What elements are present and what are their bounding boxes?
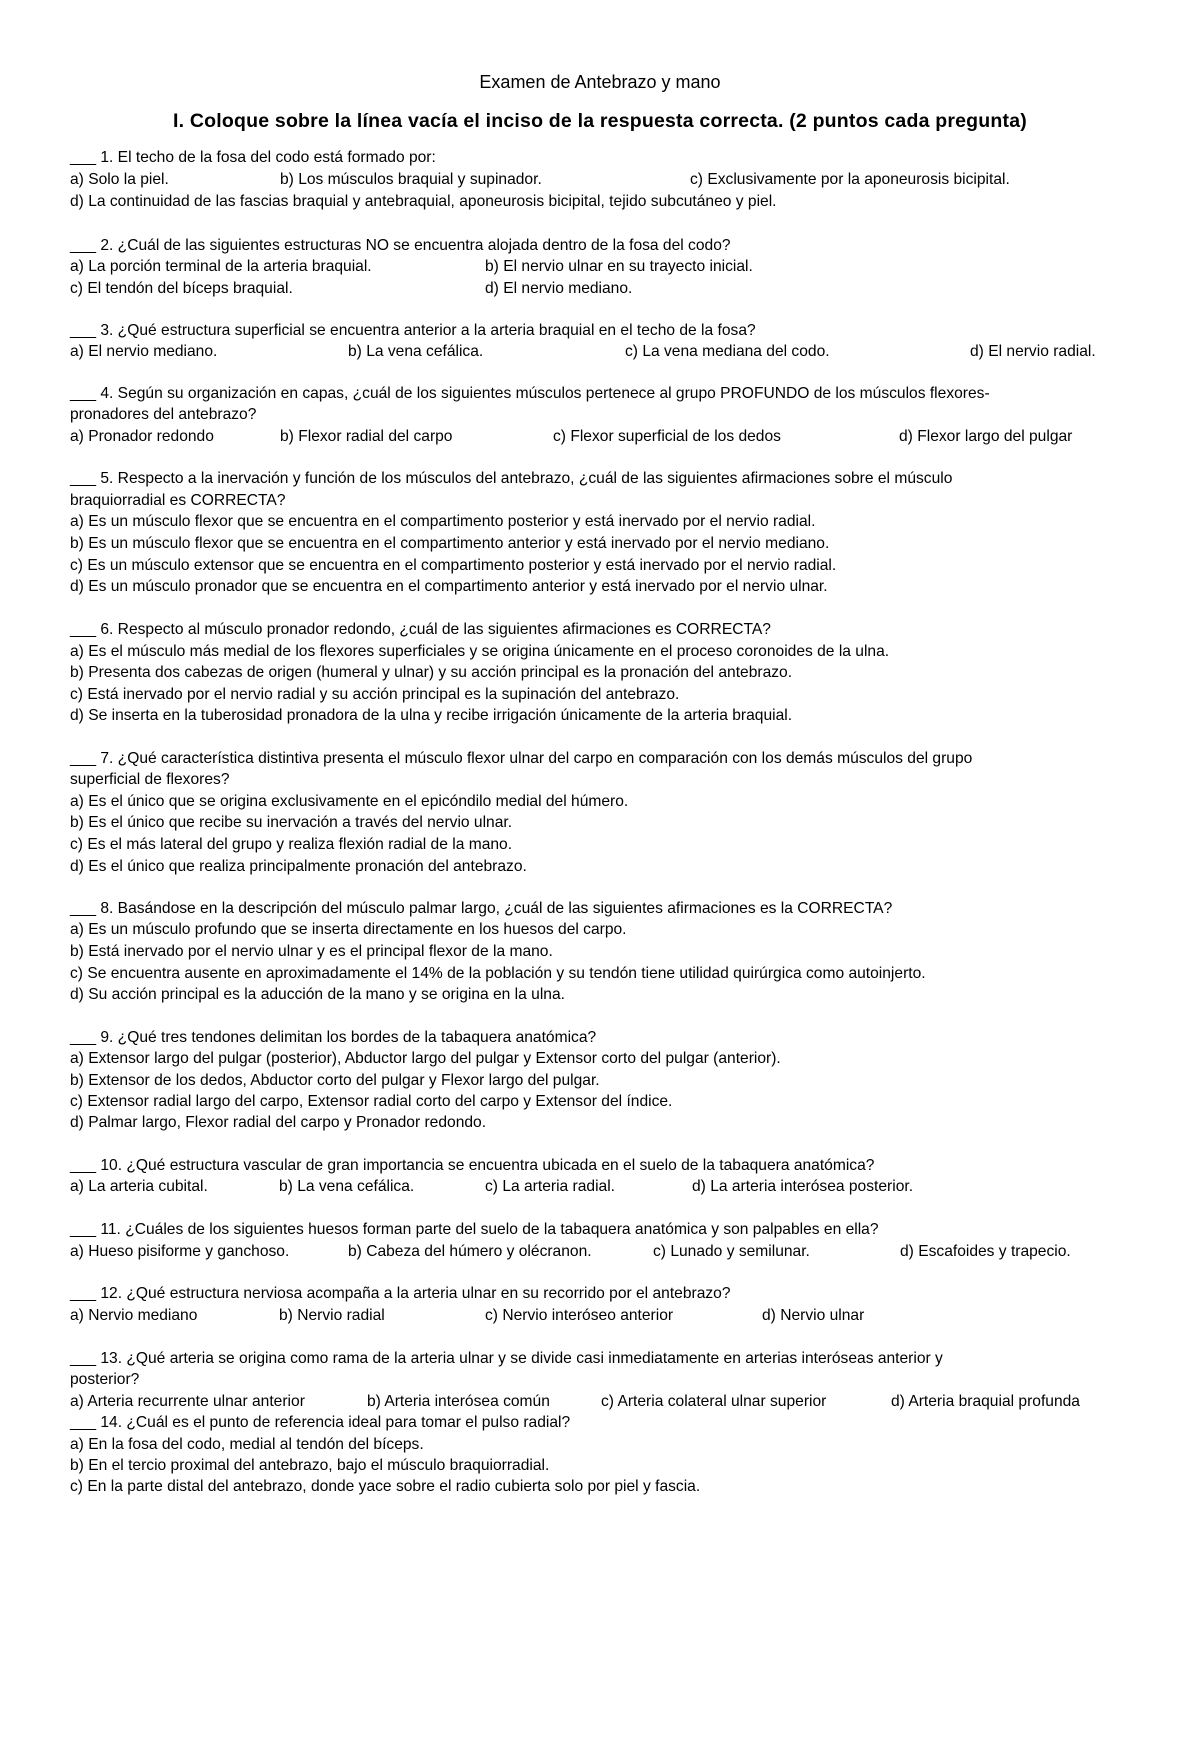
question-13-stem: ___ 13. ¿Qué arteria se origina como rama de la arteria ulnar y se divide casi inmediatamente en arterias interóseas anterior y [70, 1350, 943, 1367]
question-1-stem: ___ 1. El techo de la fosa del codo está formado por: [70, 149, 436, 166]
question-4-option-b: b) Flexor radial del carpo [280, 428, 453, 445]
question-9-option-c: c) Extensor radial largo del carpo, Extensor radial corto del carpo y Extensor del índice. [70, 1093, 673, 1110]
question-8-option-d: d) Su acción principal es la aducción de la mano y se origina en la ulna. [70, 986, 565, 1003]
question-5-option-row [0, 534, 1200, 556]
question-11-option-row [0, 1242, 1200, 1264]
question-12-stem: ___ 12. ¿Qué estructura nerviosa acompaña a la arteria ulnar en su recorrido por el antebrazo? [70, 1285, 731, 1302]
question-14-option-row [0, 1456, 1200, 1478]
question-5-option-b: b) Es un músculo flexor que se encuentra en el compartimento anterior y está inervado por el nervio mediano. [70, 535, 830, 552]
question-9-option-b: b) Extensor de los dedos, Abductor corto del pulgar y Flexor largo del pulgar. [70, 1072, 600, 1089]
question-6-option-a: a) Es el músculo más medial de los flexores superficiales y se origina únicamente en el proceso coronoides de la ulna. [70, 643, 890, 660]
question-14-option-a: a) En la fosa del codo, medial al tendón del bíceps. [70, 1436, 424, 1453]
question-14-option-row [0, 1477, 1200, 1499]
question-11-option-b: b) Cabeza del húmero y olécranon. [348, 1243, 592, 1260]
question-6-option-b: b) Presenta dos cabezas de origen (humeral y ulnar) y su acción principal es la pronación del antebrazo. [70, 664, 793, 681]
question-12-option-d: d) Nervio ulnar [762, 1307, 865, 1324]
question-7-option-row [0, 857, 1200, 879]
question-5-option-row [0, 512, 1200, 534]
question-10-option-c: c) La arteria radial. [485, 1178, 616, 1195]
question-3-option-d: d) El nervio radial. [970, 343, 1096, 360]
question-6-option-row [0, 642, 1200, 664]
question-3-stem: ___ 3. ¿Qué estructura superficial se encuentra anterior a la arteria braquial en el techo de la fosa? [70, 322, 756, 339]
question-8-option-c: c) Se encuentra ausente en aproximadamente el 14% de la población y su tendón tiene utilidad quirúrgica como autoinjerto. [70, 965, 926, 982]
question-13-option-b: b) Arteria interósea común [367, 1393, 550, 1410]
question-12-option-b: b) Nervio radial [279, 1307, 385, 1324]
question-10-stem: ___ 10. ¿Qué estructura vascular de gran importancia se encuentra ubicada en el suelo de la tabaquera anatómica? [70, 1157, 875, 1174]
question-5-option-row [0, 577, 1200, 599]
question-13-stem-line-2: posterior? [70, 1371, 140, 1388]
question-10-option-d: d) La arteria interósea posterior. [692, 1178, 914, 1195]
question-2-option-d: d) El nervio mediano. [485, 280, 633, 297]
question-10-option-b: b) La vena cefálica. [279, 1178, 415, 1195]
question-10-option-row [0, 1177, 1200, 1199]
question-8-option-b: b) Está inervado por el nervio ulnar y es el principal flexor de la mano. [70, 943, 553, 960]
question-2-option-row [0, 279, 1200, 301]
instructions-heading: I. Coloque sobre la línea vacía el inciso de la respuesta correcta. (2 puntos cada pregunta) [173, 110, 1027, 132]
question-7-option-row [0, 813, 1200, 835]
question-5-option-row [0, 556, 1200, 578]
question-8-option-row [0, 964, 1200, 986]
question-2-option-b: b) El nervio ulnar en su trayecto inicial. [485, 258, 753, 275]
question-6-option-c: c) Está inervado por el nervio radial y su acción principal es la supinación del antebrazo. [70, 686, 680, 703]
question-4-stem: ___ 4. Según su organización en capas, ¿cuál de los siguientes músculos pertenece al grupo PROFUNDO de los músculos flexores- [70, 385, 990, 402]
question-13-option-c: c) Arteria colateral ulnar superior [601, 1393, 827, 1410]
question-2-option-c: c) El tendón del bíceps braquial. [70, 280, 293, 297]
question-10-option-a: a) La arteria cubital. [70, 1178, 208, 1195]
question-8-stem: ___ 8. Basándose en la descripción del músculo palmar largo, ¿cuál de las siguientes afirmaciones es la CORRECTA? [70, 900, 893, 917]
question-9-option-d: d) Palmar largo, Flexor radial del carpo y Pronador redondo. [70, 1114, 487, 1131]
question-12-option-row [0, 1306, 1200, 1328]
question-1-option-a: a) Solo la piel. [70, 171, 169, 188]
question-1-option-row [0, 192, 1200, 214]
question-4-option-c: c) Flexor superficial de los dedos [553, 428, 781, 445]
question-6-option-row [0, 663, 1200, 685]
question-3-option-row [0, 342, 1200, 364]
question-7-option-c: c) Es el más lateral del grupo y realiza flexión radial de la mano. [70, 836, 513, 853]
question-5-stem-line-2: braquiorradial es CORRECTA? [70, 492, 286, 509]
question-7-option-row [0, 792, 1200, 814]
question-6-option-row [0, 706, 1200, 728]
question-6-stem: ___ 6. Respecto al músculo pronador redondo, ¿cuál de las siguientes afirmaciones es CORRECTA? [70, 621, 771, 638]
question-8-option-row [0, 920, 1200, 942]
question-7-option-a: a) Es el único que se origina exclusivamente en el epicóndilo medial del húmero. [70, 793, 629, 810]
question-4-option-a: a) Pronador redondo [70, 428, 214, 445]
question-5-option-a: a) Es un músculo flexor que se encuentra en el compartimento posterior y está inervado por el nervio radial. [70, 513, 816, 530]
question-9-option-row [0, 1071, 1200, 1093]
question-11-option-a: a) Hueso pisiforme y ganchoso. [70, 1243, 290, 1260]
question-3-option-b: b) La vena cefálica. [348, 343, 484, 360]
question-9-option-a: a) Extensor largo del pulgar (posterior), Abductor largo del pulgar y Extensor corto del pulgar (anterior). [70, 1050, 781, 1067]
question-7-stem: ___ 7. ¿Qué característica distintiva presenta el músculo flexor ulnar del carpo en comparación con los demás músculos del grupo [70, 750, 973, 767]
question-13-option-d: d) Arteria braquial profunda [891, 1393, 1080, 1410]
question-4-stem-line-2: pronadores del antebrazo? [70, 406, 257, 423]
question-13-option-a: a) Arteria recurrente ulnar anterior [70, 1393, 305, 1410]
question-5-option-d: d) Es un músculo pronador que se encuentra en el compartimento anterior y está inervado por el nervio ulnar. [70, 578, 828, 595]
question-2-stem: ___ 2. ¿Cuál de las siguientes estructuras NO se encuentra alojada dentro de la fosa del codo? [70, 237, 731, 254]
question-11-stem: ___ 11. ¿Cuáles de los siguientes huesos forman parte del suelo de la tabaquera anatómica y son palpables en ella? [70, 1221, 879, 1238]
question-7-option-b: b) Es el único que recibe su inervación a través del nervio ulnar. [70, 814, 513, 831]
question-12-option-c: c) Nervio interóseo anterior [485, 1307, 674, 1324]
question-4-option-d: d) Flexor largo del pulgar [899, 428, 1073, 445]
question-3-option-a: a) El nervio mediano. [70, 343, 218, 360]
question-8-option-row [0, 985, 1200, 1007]
question-2-option-a: a) La porción terminal de la arteria braquial. [70, 258, 372, 275]
question-1-option-d: d) La continuidad de las fascias braquial y antebraquial, aponeurosis bicipital, tejido subcutáneo y piel. [70, 193, 777, 210]
question-2-option-row [0, 257, 1200, 279]
question-9-stem: ___ 9. ¿Qué tres tendones delimitan los bordes de la tabaquera anatómica? [70, 1029, 597, 1046]
question-14-option-row [0, 1435, 1200, 1457]
question-9-option-row [0, 1113, 1200, 1135]
question-12-option-a: a) Nervio mediano [70, 1307, 198, 1324]
question-8-option-a: a) Es un músculo profundo que se inserta directamente en los huesos del carpo. [70, 921, 627, 938]
question-6-option-row [0, 685, 1200, 707]
question-11-option-c: c) Lunado y semilunar. [653, 1243, 810, 1260]
question-6-option-d: d) Se inserta en la tuberosidad pronadora de la ulna y recibe irrigación únicamente de la arteria braquial. [70, 707, 793, 724]
question-14-stem: ___ 14. ¿Cuál es el punto de referencia ideal para tomar el pulso radial? [70, 1414, 571, 1431]
question-7-option-d: d) Es el único que realiza principalmente pronación del antebrazo. [70, 858, 527, 875]
question-9-option-row [0, 1092, 1200, 1114]
question-9-option-row [0, 1049, 1200, 1071]
question-7-option-row [0, 835, 1200, 857]
question-1-option-c: c) Exclusivamente por la aponeurosis bicipital. [690, 171, 1010, 188]
question-14-option-c: c) En la parte distal del antebrazo, donde yace sobre el radio cubierta solo por piel y fascia. [70, 1478, 701, 1495]
question-1-option-row [0, 170, 1200, 192]
question-5-stem: ___ 5. Respecto a la inervación y función de los músculos del antebrazo, ¿cuál de las siguientes afirmaciones sobre el músculo [70, 470, 953, 487]
question-11-option-d: d) Escafoides y trapecio. [900, 1243, 1071, 1260]
question-13-option-row [0, 1392, 1200, 1414]
question-8-option-row [0, 942, 1200, 964]
question-4-option-row [0, 427, 1200, 449]
question-14-option-b: b) En el tercio proximal del antebrazo, bajo el músculo braquiorradial. [70, 1457, 550, 1474]
question-3-option-c: c) La vena mediana del codo. [625, 343, 830, 360]
question-1-option-b: b) Los músculos braquial y supinador. [280, 171, 542, 188]
exam-title: Examen de Antebrazo y mano [479, 72, 721, 92]
question-7-stem-line-2: superficial de flexores? [70, 771, 230, 788]
question-5-option-c: c) Es un músculo extensor que se encuentra en el compartimento posterior y está inervado por el nervio radial. [70, 557, 837, 574]
